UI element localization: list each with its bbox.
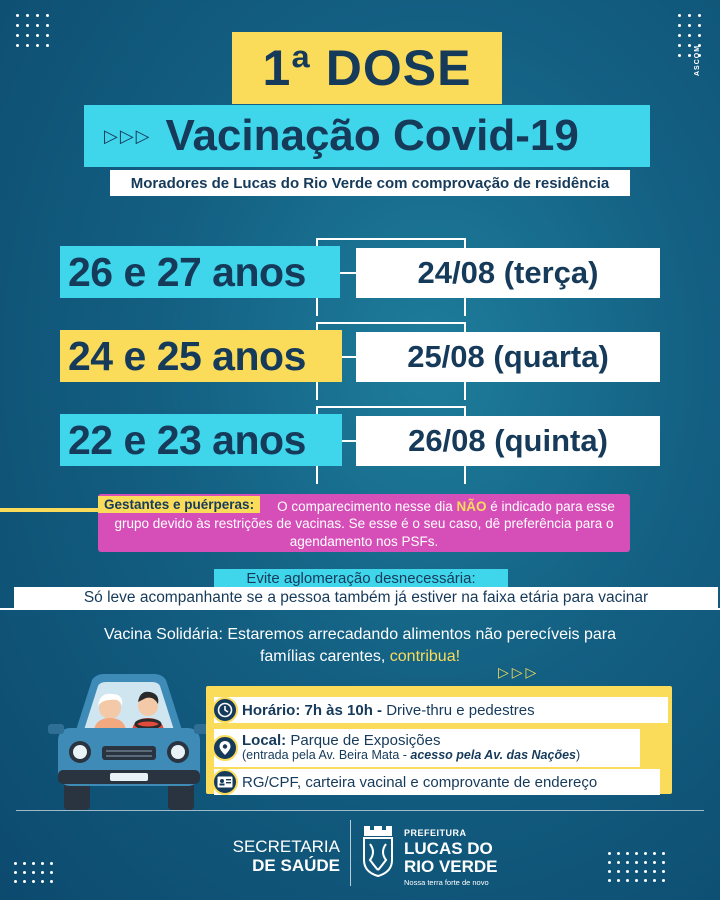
accent-line — [0, 508, 100, 512]
pregnant-note-text-after: é indicado para esse grupo devido às restrições de vacinas. Se esse é o seu caso, dê preferência para o agendamento nos PSFs. — [114, 499, 615, 549]
solidarity-text: Vacina Solidária: Estaremos arrecadando alimentos não perecíveis para famílias carentes, — [104, 626, 616, 665]
title-arrows-icon: ▷▷▷ — [104, 125, 152, 146]
date-2: 25/08 (quarta) — [356, 332, 660, 382]
location-name: Parque de Exposições — [290, 731, 441, 749]
row-connector — [340, 272, 356, 274]
pregnant-note-label: Gestantes e puérperas: — [98, 496, 260, 513]
ascom-tag: ASCOM — [694, 44, 701, 76]
schedule-hours: Horário: 7h às 10h - — [242, 701, 383, 719]
dose-badge: 1ª DOSE — [232, 32, 502, 104]
decorative-dots-bottom-left — [14, 862, 53, 883]
city-line-2: RIO VERDE — [404, 856, 498, 876]
schedule-info-row — [214, 697, 668, 723]
city-line-1: LUCAS DO — [404, 839, 493, 858]
campaign-title: Vacinação Covid-19 — [165, 111, 579, 160]
pregnant-note-text-before: O comparecimento nesse dia — [277, 499, 453, 514]
row-connector — [340, 356, 356, 358]
documents-info-row — [214, 769, 660, 795]
car-illustration — [44, 672, 214, 812]
department-line-1: SECRETARIA — [232, 837, 340, 856]
decorative-dots-bottom-right — [608, 852, 665, 882]
prefeitura-label: PREFEITURA — [404, 828, 467, 838]
location-detail: (entrada pela Av. Beira Mata - — [242, 748, 407, 763]
department-line-2: DE SAÚDE — [252, 855, 340, 875]
clock-icon — [212, 697, 238, 723]
date-3: 26/08 (quinta) — [356, 416, 660, 466]
solidarity-arrows-icon: ▷▷▷ — [498, 664, 540, 680]
row-connector — [340, 440, 356, 442]
city-logo-icon — [360, 822, 396, 878]
crowd-notice-title: Evite aglomeração desnecessária: — [214, 569, 508, 587]
crowd-notice-text: Só leve acompanhante se a pessoa também já estiver na faixa etária para vacinar — [14, 587, 718, 609]
age-group-2: 24 e 25 anos — [60, 330, 342, 382]
location-pin-icon — [212, 735, 238, 761]
decorative-dots-top-left — [16, 14, 49, 47]
health-department — [222, 838, 340, 875]
campaign-subtitle: Moradores de Lucas do Rio Verde com comprovação de residência — [110, 170, 630, 196]
city-slogan: Nossa terra forte de novo — [404, 878, 489, 887]
city-name — [404, 840, 498, 876]
location-access: acesso pela Av. das Nações — [410, 748, 576, 763]
footer-divider — [16, 810, 704, 811]
location-info-row — [214, 729, 640, 767]
age-group-3: 22 e 23 anos — [60, 414, 342, 466]
pregnant-note-emphasis: NÃO — [456, 499, 487, 514]
solidarity-message — [90, 624, 630, 667]
date-1: 24/08 (terça) — [356, 248, 660, 298]
location-label: Local: — [242, 731, 287, 749]
documents-text: RG/CPF, carteira vacinal e comprovante de endereço — [242, 773, 598, 791]
schedule-mode: Drive-thru e pedestres — [386, 701, 535, 719]
footer-separator — [350, 820, 351, 886]
location-detail-end: ) — [576, 748, 581, 763]
campaign-title-banner — [84, 105, 650, 167]
id-card-icon — [212, 769, 238, 795]
solidarity-cta: contribua! — [389, 647, 461, 665]
age-group-1: 26 e 27 anos — [60, 246, 340, 298]
